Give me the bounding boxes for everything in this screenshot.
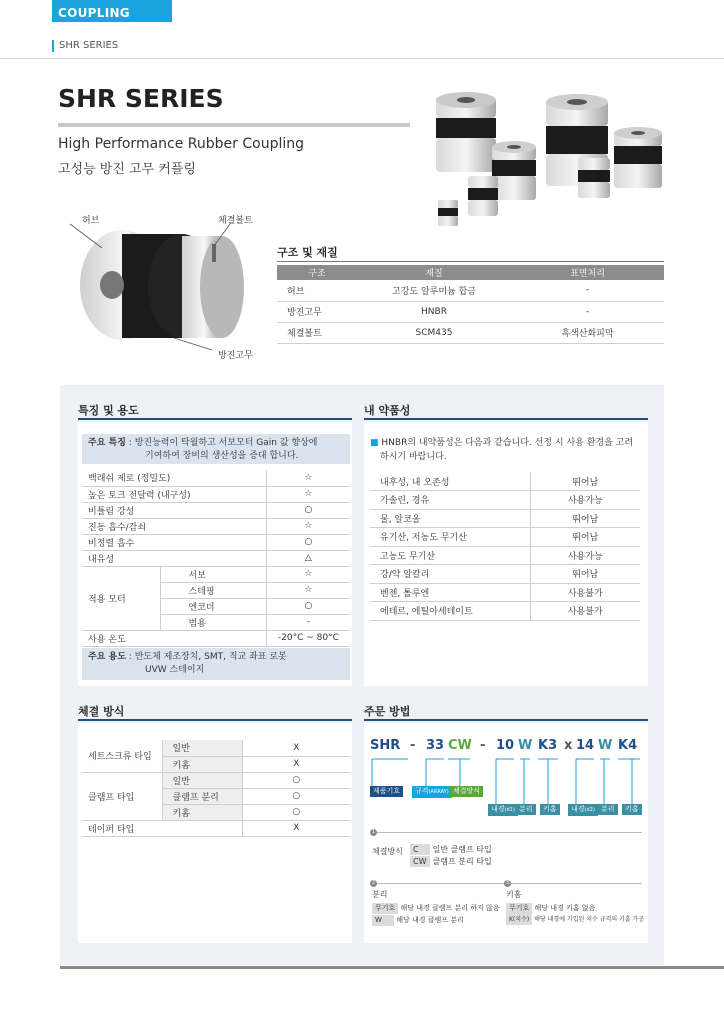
chip-size-small: (ARRAY)	[428, 789, 449, 795]
split-legend-label: 분리	[372, 890, 388, 899]
chip-split2: 분리	[598, 804, 618, 815]
resistance-title-rule	[364, 418, 648, 420]
fasten-opt-code: C	[410, 844, 430, 855]
fastening-title: 체결 방식	[78, 705, 125, 718]
resistance-intro1: HNBR의 내약품성은 다음과 같습니다. 선정 시 사용 환경을 고려	[381, 438, 634, 448]
structure-cell: SCM435	[357, 322, 511, 343]
key-opt-desc: 해당 내경 키홈 없음	[534, 904, 596, 912]
feature-label: 진동 흡수/감쇠	[82, 518, 266, 534]
table-row	[82, 486, 350, 502]
chemical-result: 사용불가	[530, 583, 640, 602]
resistance-intro2: 하시기 바랍니다.	[380, 452, 447, 462]
marker-3: 3	[505, 880, 510, 886]
table-row	[370, 583, 640, 602]
feature-rating: △	[266, 550, 350, 566]
split-legend	[372, 902, 500, 926]
split-opt-desc: 해당 내경 클램프 분리	[396, 916, 464, 924]
chemical-name: 에테르, 에틸아세테이트	[370, 602, 530, 621]
features-title-rule	[78, 418, 352, 420]
motor-rating: ☆	[266, 582, 350, 598]
structure-cell: -	[511, 280, 664, 301]
fastening-support: ○	[242, 788, 350, 804]
fastening-group: 세트스크류 타입	[82, 740, 162, 772]
table-row	[82, 502, 350, 518]
usage-label: 주요 용도	[88, 652, 126, 662]
key-opt-desc: 해당 내경에 기입된 치수 규격의 키홈 가공	[534, 916, 645, 923]
code-fasten: CW	[448, 738, 472, 753]
footer-rule	[60, 966, 724, 969]
code-dash: -	[410, 738, 416, 753]
structure-header-row	[277, 265, 664, 280]
code-key1: K3	[538, 738, 558, 753]
chemical-name: 가솔린, 경유	[370, 491, 530, 510]
callout-bolt: 체결볼트	[218, 216, 253, 226]
table-row	[277, 322, 664, 343]
feature-label: 높은 토크 전달력 (내구성)	[82, 486, 266, 502]
feature-label: 비틀림 강성	[82, 502, 266, 518]
chip-bore2-label: 내경	[571, 805, 585, 813]
motor-rating: ○	[266, 598, 350, 614]
chip-bore2-small: (d2)	[584, 807, 595, 813]
key-opt-code: K(치수)	[506, 914, 532, 925]
code-key2: K4	[618, 738, 638, 753]
usage-text1: : 반도체 제조장치, SMT, 직교 좌표 로봇	[128, 652, 287, 662]
code-bore1: 10	[496, 738, 515, 753]
coupling-illustration	[62, 210, 262, 360]
structure-cell: 고강도 알루미늄 합금	[357, 280, 511, 301]
resistance-intro	[370, 436, 646, 464]
structure-cell: 방진고무	[277, 301, 357, 322]
series-breadcrumb: SHR SERIES	[52, 40, 118, 52]
chip-bore1-small: (d1)	[504, 807, 515, 813]
fasten-opt-code: CW	[410, 856, 430, 867]
order-title: 주문 방법	[364, 705, 411, 718]
code-split1: W	[518, 738, 533, 753]
fastening-group: 클램프 타입	[82, 772, 162, 820]
key-legend	[506, 902, 644, 926]
structure-cell: 허브	[277, 280, 357, 301]
chip-bore1-label: 내경	[491, 805, 505, 813]
chemical-result: 사용불가	[530, 602, 640, 621]
motor-type: 서보	[160, 566, 266, 582]
motor-type: 범용	[160, 614, 266, 630]
fastening-title-rule	[78, 719, 352, 721]
key-opt-code: 무기호	[506, 903, 532, 914]
chemical-name: 내후성, 내 오존성	[370, 472, 530, 491]
structure-cell: HNBR	[357, 301, 511, 322]
table-row	[82, 820, 350, 836]
structure-title-rule	[277, 261, 664, 262]
chip-fasten: 체결방식	[450, 786, 483, 797]
chip-size	[412, 786, 452, 798]
structure-col-part: 구조	[277, 265, 357, 280]
chemical-name: 물, 알코올	[370, 509, 530, 528]
structure-title: 구조 및 재질	[277, 246, 338, 259]
feature-label: 비정렬 흡수	[82, 534, 266, 550]
chip-size-label: 규격	[415, 787, 429, 795]
table-row	[82, 470, 350, 486]
chemical-result: 뛰어남	[530, 565, 640, 584]
subtitle-english: High Performance Rubber Coupling	[58, 136, 304, 152]
fastening-variant: 키홈	[162, 804, 242, 820]
chip-key1: 키홈	[540, 804, 560, 815]
main-feature-box	[82, 434, 350, 464]
feature-rating: ○	[266, 502, 350, 518]
code-bore2: 14	[576, 738, 595, 753]
chip-bore2	[568, 804, 598, 816]
usage-box	[82, 648, 350, 680]
fastening-support: X	[242, 740, 350, 756]
chip-product: 제품기호	[370, 786, 403, 797]
marker-1: 1	[371, 829, 376, 835]
table-row	[277, 280, 664, 301]
code-product: SHR	[370, 738, 401, 753]
motor-type: 스테핑	[160, 582, 266, 598]
table-row	[82, 630, 350, 646]
category-tab: COUPLING	[52, 0, 172, 22]
fastening-variant: 일반	[162, 740, 242, 756]
split-opt-desc: 해당 내경 클램프 분리 하지 않음	[400, 904, 500, 912]
marker-2: 2	[371, 880, 376, 886]
fastening-support: ○	[242, 772, 350, 788]
structure-cell: 흑색산화피막	[511, 322, 664, 343]
chemical-result: 뛰어남	[530, 509, 640, 528]
title-underline	[58, 123, 410, 127]
motor-rating: ☆	[266, 566, 350, 582]
code-x: x	[564, 738, 573, 753]
chemical-result: 사용가능	[530, 546, 640, 565]
callout-rubber: 방진고무	[218, 351, 253, 361]
fasten-opt-desc: 클램프 분리 타입	[432, 857, 492, 866]
structure-cell: 체결볼트	[277, 322, 357, 343]
temp-value: -20°C ~ 80°C	[266, 630, 350, 646]
feature-label: 백래쉬 제로 (정밀도)	[82, 470, 266, 486]
chip-split1: 분리	[516, 804, 536, 815]
chip-bore1	[488, 804, 518, 816]
subtitle-korean: 고성능 방진 고무 커플링	[58, 162, 196, 177]
resistance-table	[370, 472, 640, 621]
main-feature-label: 주요 특징	[88, 438, 126, 448]
table-row	[82, 550, 350, 566]
fastening-variant: 일반	[162, 772, 242, 788]
table-row	[82, 534, 350, 550]
code-size: 33	[426, 738, 445, 753]
feature-label: 내유성	[82, 550, 266, 566]
chip-key2: 키홈	[622, 804, 642, 815]
feature-rating: ○	[266, 534, 350, 550]
code-dash: -	[480, 738, 486, 753]
motor-type: 엔코더	[160, 598, 266, 614]
fastening-support: X	[242, 756, 350, 772]
structure-cell: -	[511, 301, 664, 322]
chemical-result: 사용가능	[530, 491, 640, 510]
structure-table	[277, 265, 664, 344]
features-table	[82, 470, 350, 647]
callout-hub: 허브	[82, 216, 100, 226]
chemical-name: 강/약 알칼리	[370, 565, 530, 584]
product-photo	[428, 88, 688, 236]
fastening-support: X	[242, 820, 350, 836]
chemical-name: 유기산, 저농도 무기산	[370, 528, 530, 547]
table-row	[370, 528, 640, 547]
fastening-variant: 키홈	[162, 756, 242, 772]
table-row	[370, 546, 640, 565]
table-row	[82, 740, 350, 756]
chemical-result: 뛰어남	[530, 528, 640, 547]
resistance-title: 내 약품성	[364, 404, 411, 417]
fastening-variant: 클램프 분리	[162, 788, 242, 804]
table-row	[82, 772, 350, 788]
key-legend-label: 키홈	[506, 890, 522, 899]
structure-col-finish: 표면처리	[511, 265, 664, 280]
feature-rating: ☆	[266, 470, 350, 486]
fasten-opt-desc: 일반 클램프 타입	[432, 845, 492, 854]
main-feature-text1: : 방진능력이 탁월하고 서보모터 Gain 값 향상에	[128, 438, 318, 448]
fastening-support: ○	[242, 804, 350, 820]
chemical-name: 벤젠, 톨루엔	[370, 583, 530, 602]
legend-rule	[370, 832, 642, 833]
fastening-table	[82, 740, 350, 837]
table-row	[82, 566, 350, 582]
fastening-group: 테이퍼 타입	[82, 820, 242, 836]
table-row	[277, 301, 664, 322]
chemical-name: 고농도 무기산	[370, 546, 530, 565]
order-code	[370, 738, 646, 758]
features-title: 특징 및 용도	[78, 404, 139, 417]
header-divider	[0, 58, 724, 59]
motor-rating: -	[266, 614, 350, 630]
page-title: SHR SERIES	[58, 84, 224, 113]
table-row	[370, 602, 640, 621]
feature-rating: ☆	[266, 486, 350, 502]
motor-label: 적용 모터	[82, 566, 160, 630]
structure-col-material: 재질	[357, 265, 511, 280]
feature-rating: ☆	[266, 518, 350, 534]
table-row	[370, 491, 640, 510]
usage-text2: UVW 스테이지	[145, 665, 205, 675]
fasten-legend	[410, 844, 492, 868]
fasten-legend-label: 체결방식	[372, 847, 403, 856]
bullet-icon: ■	[370, 438, 379, 448]
split-opt-code: 무기호	[372, 903, 398, 914]
code-split2: W	[598, 738, 613, 753]
chemical-result: 뛰어남	[530, 472, 640, 491]
table-row	[82, 518, 350, 534]
main-feature-text2: 기여하여 장비의 생산성을 증대 합니다.	[145, 451, 299, 461]
table-row	[370, 509, 640, 528]
order-title-rule	[364, 719, 648, 721]
temp-label: 사용 온도	[82, 630, 266, 646]
split-opt-code: W	[372, 915, 394, 926]
table-row	[370, 565, 640, 584]
table-row	[370, 472, 640, 491]
